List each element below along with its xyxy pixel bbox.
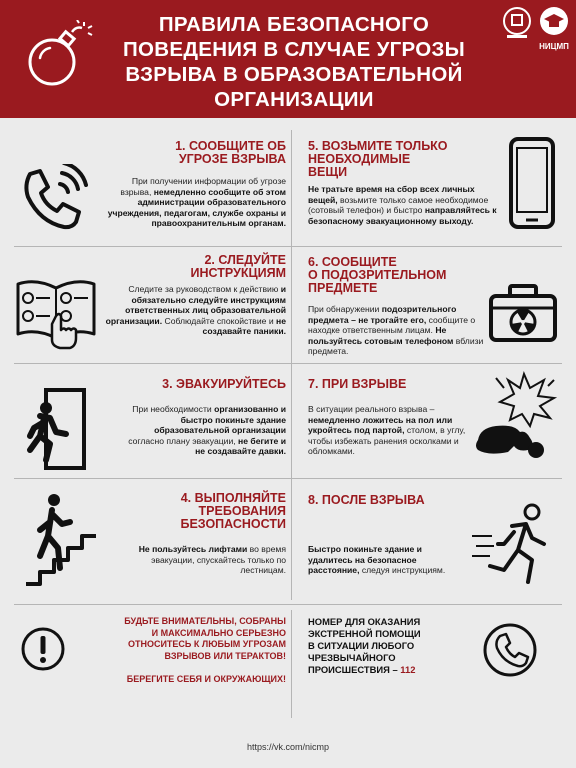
rule-title: 6. СООБЩИТЕ О ПОДОЗРИТЕЛЬНОМ ПРЕДМЕТЕ [308,255,447,295]
warning-block [14,610,286,720]
rule-text: При необходимости организованно и быстро покиньте здание образовательной организации согласно плану эвакуации, не бегите и не создавайте давки. [128,404,286,457]
row-divider [14,246,562,247]
page-title: ПРАВИЛА БЕЗОПАСНОГО ПОВЕДЕНИЯ В СЛУЧАЕ УГРОЗЫ ВЗРЫВА В ОБРАЗОВАТЕЛЬНОЙ ОРГАНИЗАЦИИ [122,13,466,111]
bomb-icon [22,20,96,90]
rule-card-3 [14,366,286,476]
org-label: НИЦМП [539,42,569,51]
smartphone-icon [508,136,556,230]
rule-text: Не пользуйтесь лифтами во время эвакуации, спускайтесь только по лестницам. [138,544,286,576]
evacuation-exit-icon [20,386,90,472]
rule-card-6 [296,250,562,360]
running-person-icon [470,502,558,594]
phone-handset-icon [482,622,538,678]
warning-text: БУДЬТЕ ВНИМАТЕЛЬНЫ, СОБРАНЫ И МАКСИМАЛЬНО СЕРЬЕЗНО ОТНОСИТЕСЬ К ЛЮБЫМ УГРОЗАМ ВЗРЫВОВ ИЛИ ТЕРАКТОВ! БЕРЕГИТЕ СЕБЯ И ОКРУЖАЮЩИХ! [124,616,286,684]
rule-text: Следите за руководством к действию и обязательно следуйте инструкциям ответственных лиц образовательной организации. Соблюдайте спокойствие и не создавайте паники. [105,284,286,337]
row-divider [14,478,562,479]
header-banner [0,0,576,118]
rule-title: 4. ВЫПОЛНЯЙТЕ ТРЕБОВАНИЯ БЕЗОПАСНОСТИ [180,491,286,531]
rule-text: Быстро покиньте здание и удалитесь на безопасное расстояние, следуя инструкциям. [308,544,446,576]
stairs-walking-icon [22,492,100,588]
rule-text: При обнаружении подозрительного предмета – не трогайте его, сообщите о находке ответственным лицам. Не пользуйтесь сотовым телефоном вблизи предмета. [308,304,484,357]
explosion-crouch-icon [474,368,560,462]
rule-title: 2. СЛЕДУЙТЕ ИНСТРУКЦИЯМ [190,253,286,280]
rule-card-7 [296,366,562,476]
rule-title: 7. ПРИ ВЗРЫВЕ [308,377,407,391]
rule-card-8 [296,482,562,600]
rule-text: Не тратьте время на сбор всех личных вещей, возьмите только самое необходимое (сотовый телефон) и быстро направляйтесь к безопасному эвакуационному выходу. [308,184,497,226]
instruction-book-icon [14,278,98,350]
suspicious-bag-icon [488,284,558,344]
emergency-block [296,610,562,720]
rule-card-4 [14,482,286,600]
rule-title: 8. ПОСЛЕ ВЗРЫВА [308,493,425,507]
phone-call-icon [16,164,88,236]
graduation-cap-icon [539,6,569,36]
rule-title: 3. ЭВАКУИРУЙТЕСЬ [162,377,286,391]
rule-text: В ситуации реального взрыва – немедленно ложитесь на пол или укройтесь под партой, столом, в углу, чтобы избежать ранения осколками и обломками. [308,404,466,457]
org-logo [537,6,571,51]
rule-title: 1. СООБЩИТЕ ОБ УГРОЗЕ ВЗРЫВА [175,139,286,166]
emblem-icon [502,6,532,42]
emergency-number: 112 [400,664,416,675]
rule-card-5 [296,134,562,242]
row-divider [14,363,562,364]
column-divider [291,610,292,718]
rule-title: 5. ВОЗЬМИТЕ ТОЛЬКО НЕОБХОДИМЫЕ ВЕЩИ [308,139,448,179]
rule-text: При получении информации об угрозе взрыва, немедленно сообщите об этом администрации образовательного учреждения, педагогам, службе охраны и правоохранительным органам. [107,176,286,229]
row-divider [14,604,562,605]
rule-card-1 [14,134,286,242]
emergency-text: НОМЕР ДЛЯ ОКАЗАНИЯ ЭКСТРЕННОЙ ПОМОЩИ В СИТУАЦИИ ЛЮБОГО ЧРЕЗВЫЧАЙНОГО ПРОИСШЕСТВИЯ – 112 [308,616,421,675]
exclamation-icon [20,626,66,672]
footer-url[interactable]: https://vk.com/nicmp [246,742,330,752]
rule-card-2 [14,250,286,360]
column-divider [291,130,292,600]
